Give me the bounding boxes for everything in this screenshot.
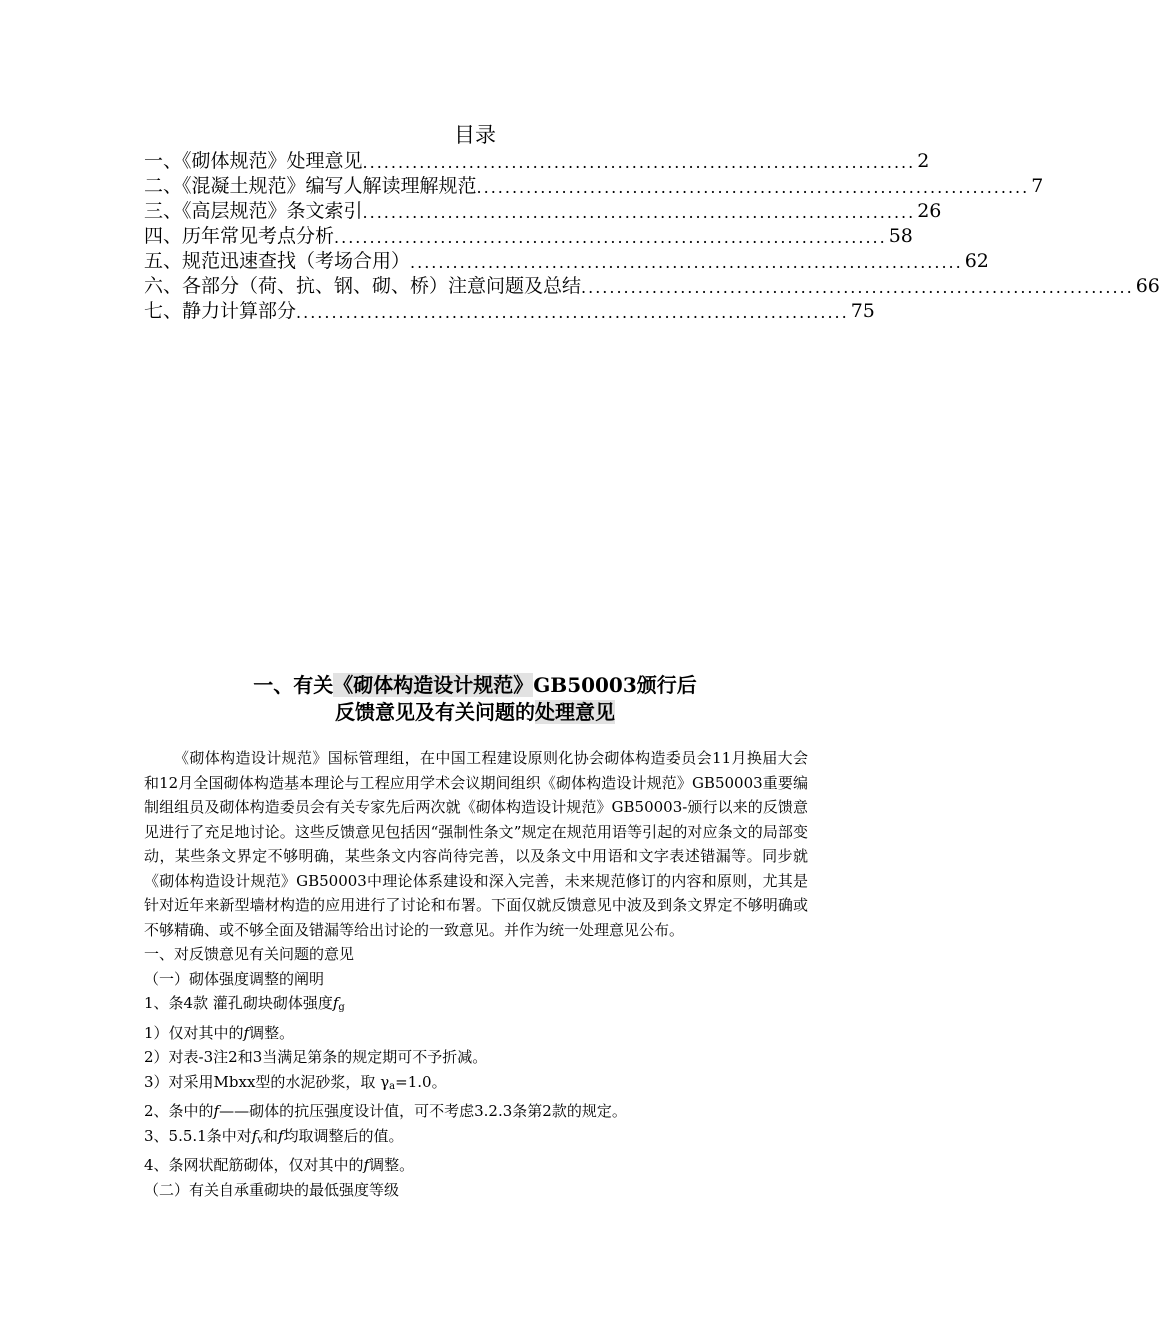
body-line bbox=[144, 1070, 808, 1100]
text: 和 bbox=[262, 1126, 278, 1145]
text: 2、条中的 bbox=[144, 1102, 214, 1120]
toc-entry-label: 六、各部分（荷、抗、钢、砌、桥）注意问题及总结 bbox=[144, 275, 582, 297]
toc-entry[interactable] bbox=[144, 199, 942, 224]
toc-leader-dots: .............................................................................. bbox=[410, 253, 963, 272]
toc-leader-dots: .............................................................................. bbox=[581, 278, 1134, 297]
math-sub: v bbox=[257, 1134, 263, 1146]
table-of-contents bbox=[144, 149, 1160, 324]
math-var: f bbox=[213, 1102, 220, 1120]
body-line: （一）砌体强度调整的阐明 bbox=[144, 969, 325, 988]
body-line bbox=[144, 991, 808, 1021]
heading-highlight: 处理意见 bbox=[535, 700, 615, 724]
toc-entry[interactable] bbox=[144, 174, 1044, 199]
toc-entry-label: 一、《砌体规范》处理意见 bbox=[144, 150, 363, 172]
math-sub: a bbox=[389, 1080, 396, 1092]
toc-entry-page: 66 bbox=[1135, 275, 1160, 297]
toc-entry-page: 7 bbox=[1031, 175, 1044, 197]
toc-entry-page: 75 bbox=[850, 300, 875, 322]
toc-entry[interactable] bbox=[144, 224, 913, 249]
section-heading bbox=[0, 672, 950, 726]
toc-entry-label: 三、《高层规范》条文索引 bbox=[144, 200, 363, 222]
text: 3、5.5.1条中对 bbox=[144, 1126, 252, 1145]
text: 调整。 bbox=[369, 1156, 415, 1174]
toc-entry-page: 26 bbox=[917, 200, 942, 222]
heading-line-1 bbox=[0, 672, 950, 699]
heading-line-2 bbox=[0, 699, 950, 726]
body-line bbox=[144, 1124, 808, 1154]
text: 3）对采用Mbxx型的水泥砂浆，取 γ bbox=[144, 1072, 390, 1091]
toc-entry[interactable] bbox=[144, 249, 989, 274]
body-line bbox=[144, 1021, 808, 1046]
toc-entry[interactable] bbox=[144, 274, 1160, 299]
toc-entry[interactable] bbox=[144, 149, 930, 174]
text: =1.0。 bbox=[395, 1072, 447, 1091]
body-line: （二）有关自承重砌块的最低强度等级 bbox=[144, 1180, 400, 1199]
heading-highlight: 《砌体构造设计规范》 bbox=[333, 673, 534, 697]
toc-leader-dots: .............................................................................. bbox=[362, 153, 916, 172]
math-var: f bbox=[363, 1156, 370, 1174]
math-var: f bbox=[332, 994, 339, 1012]
math-var: f bbox=[277, 1126, 284, 1145]
heading-text: 反馈意见及有关问题的 bbox=[335, 700, 535, 724]
toc-entry-page: 62 bbox=[964, 250, 989, 272]
toc-entry-page: 2 bbox=[917, 150, 930, 172]
toc-entry-label: 二、《混凝土规范》编写人解读理解规范 bbox=[144, 175, 477, 197]
toc-title: 目录 bbox=[454, 123, 496, 147]
toc-leader-dots: .............................................................................. bbox=[476, 178, 1030, 197]
text: 均取调整后的值。 bbox=[283, 1126, 404, 1145]
intro-paragraph: 《砌体构造设计规范》国标管理组，在中国工程建设原则化协会砌体构造委员会11月换届大会和12月全国砌体构造基本理论与工程应用学术会议期间组织《砌体构造设计规范》GB50003重要编制组组员及砌体构造委员会有关专家先后两次就《砌体构造设计规范》GB50003-颁行以来的反馈意见进行了充足地讨论。这些反馈意见包括因“强制性条文”规定在规范用语等引起的对应条文的局部变动，某些条文界定不够明确，某些条文内容尚待完善，以及条文中用语和文字表述错漏等。同步就《砌体构造设计规范》GB50003中理论体系建设和深入完善，未来规范修订的内容和原则，尤其是针对近年来新型墙材构造的应用进行了讨论和布署。下面仅就反馈意见中波及到条文界定不够明确或不够精确、或不够全面及错漏等给出讨论的一致意见。并作为统一处理意见公布。 bbox=[144, 749, 808, 939]
heading-text: 一、有关 bbox=[253, 673, 334, 697]
body-line: 一、对反馈意见有关问题的意见 bbox=[144, 945, 355, 963]
toc-leader-dots: .............................................................................. bbox=[296, 303, 849, 322]
text: 调整。 bbox=[249, 1023, 295, 1042]
text: 1、条4款 灌孔砌块砌体强度 bbox=[144, 994, 333, 1012]
text: 1）仅对其中的 bbox=[144, 1023, 244, 1042]
body-line bbox=[144, 1153, 808, 1178]
math-var: f bbox=[243, 1023, 250, 1042]
body-line: 2）对表-3注2和3当满足第条的规定期可不予折减。 bbox=[144, 1048, 488, 1066]
body-line bbox=[144, 1099, 808, 1124]
toc-entry-label: 五、规范迅速查找（考场合用） bbox=[144, 250, 411, 272]
math-sub: g bbox=[338, 1002, 345, 1013]
text: ——砌体的抗压强度设计值，可不考虑3.2.3条第2款的规定。 bbox=[219, 1102, 627, 1120]
text: 4、条网状配筋砌体，仅对其中的 bbox=[144, 1156, 364, 1174]
document-body bbox=[144, 746, 808, 1202]
toc-leader-dots: .............................................................................. bbox=[334, 228, 887, 247]
toc-entry-label: 四、历年常见考点分析 bbox=[144, 225, 335, 247]
toc-entry-page: 58 bbox=[888, 225, 913, 247]
toc-entry[interactable] bbox=[144, 299, 875, 324]
math-var: f bbox=[251, 1126, 258, 1145]
toc-leader-dots: .............................................................................. bbox=[362, 203, 916, 222]
heading-text: GB50003颁行后 bbox=[533, 673, 697, 697]
toc-entry-label: 七、静力计算部分 bbox=[144, 300, 297, 322]
